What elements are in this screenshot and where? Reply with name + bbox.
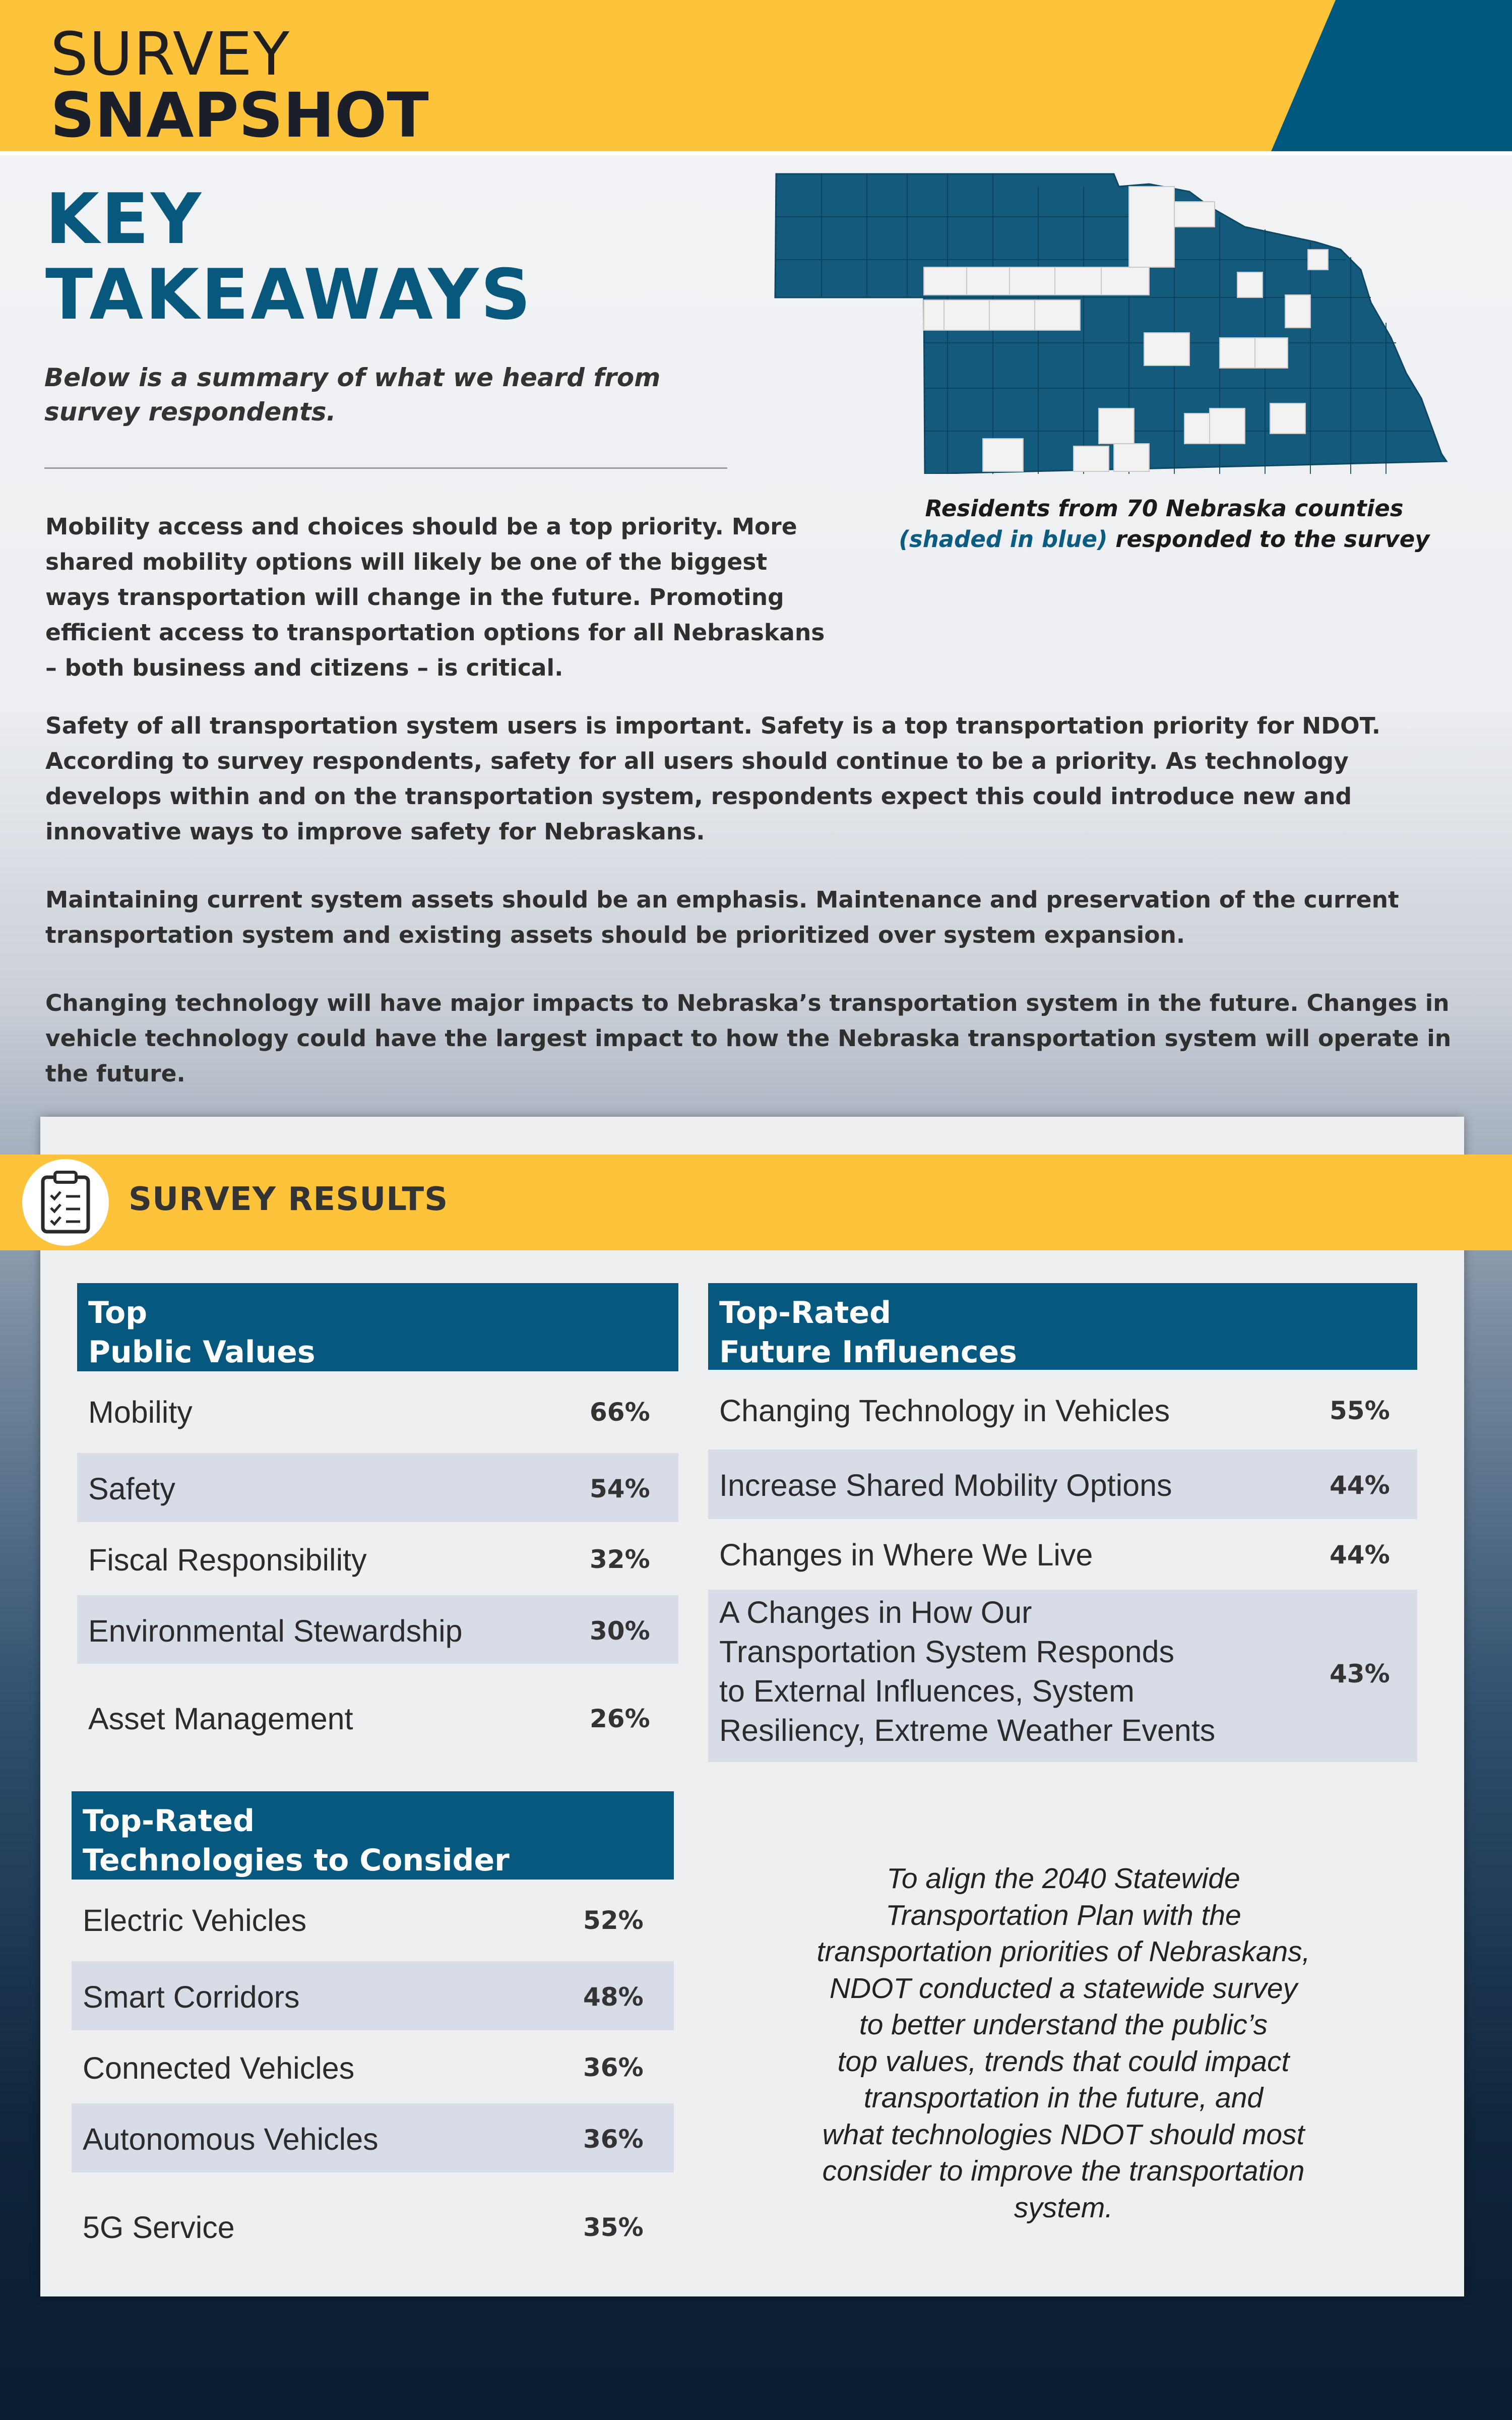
key-takeaways-title-line1: KEY	[45, 178, 204, 260]
row-percent: 32%	[590, 1545, 650, 1574]
para1-line: – both business and citizens – is critical.	[45, 654, 563, 681]
table-row	[72, 2172, 674, 2273]
para4-line: the future.	[45, 1060, 185, 1087]
row-label: Smart Corridors	[83, 1980, 300, 2014]
clipboard-icon	[18, 1155, 113, 1250]
description-line: consider to improve the transportation	[822, 2155, 1305, 2187]
row-label: Changing Technology in Vehicles	[719, 1394, 1170, 1428]
row-label: Mobility	[88, 1395, 193, 1429]
table-row	[708, 1370, 1417, 1449]
row-percent: 44%	[1330, 1540, 1390, 1569]
row-label: Environmental Stewardship	[88, 1614, 463, 1648]
row-label: Autonomous Vehicles	[83, 2122, 379, 2156]
para2-line: Safety of all transportation system users is important. Safety is a top transportation priority for NDOT.	[45, 712, 1381, 739]
row-percent: 43%	[1330, 1659, 1390, 1688]
row-percent: 35%	[583, 2213, 644, 2242]
divider-rule	[44, 467, 727, 469]
intro-line2: survey respondents.	[44, 397, 336, 427]
row-label: Safety	[88, 1472, 175, 1506]
para1-line: shared mobility options will likely be one of the biggest	[45, 549, 768, 575]
para1-line: ways transportation will change in the future. Promoting	[45, 584, 784, 611]
row-percent: 52%	[583, 1906, 644, 1935]
row-label: Increase Shared Mobility Options	[719, 1468, 1172, 1502]
row-percent: 36%	[583, 2125, 644, 2154]
para2-line: innovative ways to improve safety for Nebraskans.	[45, 818, 705, 845]
paragraph-technology	[45, 986, 1451, 1092]
description-line: Transportation Plan with the	[886, 1899, 1241, 1931]
row-label-line: Transportation System Responds	[719, 1635, 1174, 1669]
description-line: transportation in the future, and	[863, 2082, 1264, 2114]
table-row	[77, 1453, 678, 1522]
table-header-line1: Top-Rated	[719, 1295, 892, 1330]
description-line: NDOT conducted a statewide survey	[829, 1972, 1298, 2005]
row-label-line: A Changes in How Our	[719, 1595, 1032, 1629]
header-divider	[0, 151, 1512, 155]
description-line: what technologies NDOT should most	[822, 2118, 1305, 2151]
row-label	[719, 1593, 1215, 1750]
map-caption-line2	[897, 524, 1431, 555]
para1-line: Mobility access and choices should be a top priority. More	[45, 513, 797, 540]
key-takeaways-title-line2: TAKEAWAYS	[45, 254, 533, 335]
table-row	[77, 1664, 678, 1765]
table-row	[708, 1449, 1417, 1519]
table-header	[72, 1791, 674, 1880]
table-public-values	[77, 1283, 678, 1765]
paragraph-mobility	[45, 509, 825, 686]
row-label-line: Resiliency, Extreme Weather Events	[719, 1713, 1216, 1747]
row-label: Changes in Where We Live	[719, 1538, 1093, 1572]
table-row	[708, 1590, 1417, 1762]
table-row	[77, 1371, 678, 1453]
row-label: Fiscal Responsibility	[88, 1543, 367, 1577]
header-title-line1: SURVEY	[50, 19, 291, 89]
key-takeaways-title	[45, 178, 533, 335]
row-percent: 55%	[1330, 1396, 1390, 1425]
para4-line: vehicle technology could have the largest impact to how the Nebraska transportation system will operate in	[45, 1025, 1452, 1052]
table-row	[72, 1880, 674, 1961]
para3-line: transportation system and existing assets should be prioritized over system expansion.	[45, 922, 1185, 948]
table-row	[708, 1519, 1417, 1590]
row-percent: 44%	[1330, 1471, 1390, 1500]
map-caption-rest: responded to the survey	[1107, 526, 1430, 553]
para3-line: Maintaining current system assets should be an emphasis. Maintenance and preservation of the current	[45, 886, 1399, 913]
para1-line: efficient access to transportation options for all Nebraskans	[45, 619, 825, 646]
intro-text	[44, 360, 700, 429]
description-line: system.	[1014, 2191, 1113, 2224]
description-line: To align the 2040 Statewide	[887, 1862, 1240, 1895]
intro-line1: Below is a summary of what we heard from	[44, 363, 661, 392]
row-percent: 30%	[590, 1616, 650, 1646]
map-caption-line1: Residents from 70 Nebraska counties	[925, 495, 1404, 522]
paragraph-safety	[45, 708, 1380, 850]
table-future-influences	[708, 1283, 1417, 1762]
table-header-line1: Top	[88, 1295, 148, 1330]
row-percent: 26%	[590, 1704, 650, 1733]
map-caption	[897, 493, 1431, 555]
header-title-line2: SNAPSHOT	[50, 80, 429, 151]
row-label: 5G Service	[83, 2210, 235, 2245]
row-percent: 36%	[583, 2053, 644, 2082]
table-header-line2: Public Values	[88, 1335, 316, 1370]
row-label: Asset Management	[88, 1702, 353, 1736]
table-row	[77, 1522, 678, 1595]
survey-results-title: SURVEY RESULTS	[129, 1181, 449, 1218]
table-technologies	[72, 1791, 674, 2273]
table-row	[77, 1595, 678, 1664]
table-header	[708, 1283, 1417, 1370]
map-caption-highlight: (shaded in blue)	[899, 526, 1108, 553]
table-header-line2: Technologies to Consider	[83, 1843, 510, 1878]
para2-line: According to survey respondents, safety for all users should continue to be a priority. As technology	[45, 748, 1349, 774]
para2-line: develops within and on the transportation system, respondents expect this could introduce new and	[45, 783, 1352, 810]
row-label: Electric Vehicles	[83, 1903, 307, 1938]
table-row	[72, 2030, 674, 2103]
description-line: to better understand the public’s	[859, 2009, 1268, 2041]
table-header	[77, 1283, 678, 1371]
table-header-line2: Future Influences	[719, 1335, 1017, 1370]
table-row	[72, 2103, 674, 2172]
table-header-line1: Top-Rated	[83, 1803, 255, 1839]
table-row	[72, 1961, 674, 2030]
row-percent: 66%	[590, 1398, 650, 1427]
description-line: transportation priorities of Nebraskans,	[816, 1935, 1310, 1968]
row-percent: 48%	[583, 1982, 644, 2012]
para4-line: Changing technology will have major impacts to Nebraska’s transportation system in the future. Changes in	[45, 990, 1450, 1016]
row-label: Connected Vehicles	[83, 2051, 355, 2085]
survey-description	[743, 1860, 1383, 2226]
description-line: top values, trends that could impact	[837, 2045, 1290, 2078]
paragraph-assets	[45, 882, 1399, 953]
nebraska-county-map	[766, 171, 1457, 474]
row-percent: 54%	[590, 1474, 650, 1503]
row-label-line: to External Influences, System	[719, 1674, 1135, 1708]
